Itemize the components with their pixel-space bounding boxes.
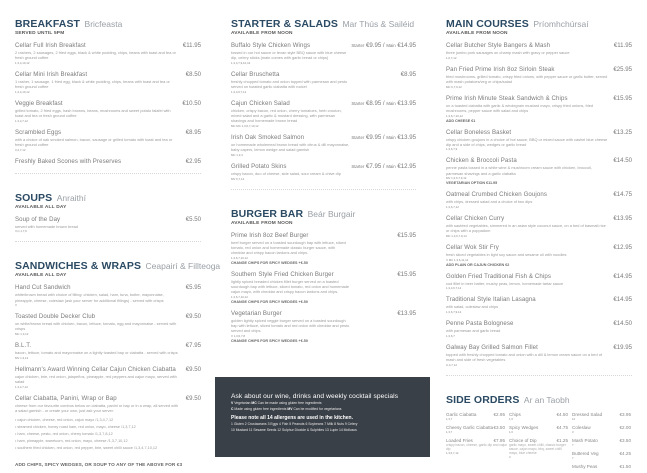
divider	[15, 173, 201, 174]
combo-option: • steamed chicken, honey roast ham, red onion, mayo, cheese /1,3,7,12	[15, 425, 136, 430]
item-description: cod fillet in beer batter, mushy peas, lemon, homemade tartar sauce	[446, 280, 564, 286]
item-price: Starter €7.95 / Main €12.95	[351, 162, 416, 170]
item-name: Cellar Butcher Style Bangers & Mash	[446, 42, 551, 49]
item-price: €9.50	[185, 394, 201, 402]
item-description: 2 rashers, 2 sausages, 2 fried eggs, black & white pudding, chips, beans with toast and tea or fresh ground coffee	[15, 50, 176, 61]
item-price: €11.95	[182, 42, 201, 49]
item-description: with salad, coleslaw and chips	[446, 304, 499, 310]
menu-item	[446, 95, 632, 123]
legend-text: Can be modified for vegetarians	[293, 406, 342, 411]
item-name: Vegetarian Burger	[231, 309, 282, 317]
allergen-note: Please note all 14 allergens are used in the kitchen.	[231, 414, 353, 421]
section-title-en: BREAKFAST	[15, 18, 81, 30]
side-name: Garlic Ciabatta	[446, 411, 477, 417]
item-description: lightly spiced breaded chicken fillet burger served on a toasted sourdough bap with lettuce, sliced tomato, red onion and homemade cajun mayo, with cheddar and crispy bacon lardons and chips.	[231, 278, 350, 295]
item-name: B.L.T.	[15, 342, 32, 350]
item-price: Starter €9.95 / Main €13.95	[351, 133, 416, 141]
item-price: €15.95	[613, 94, 632, 102]
side-price: €2.95	[493, 411, 505, 417]
side-item	[572, 412, 634, 421]
item-price: €7.95	[185, 342, 201, 350]
item-price: €19.95	[613, 343, 632, 351]
allergen-codes: 1,3,6,7,12	[446, 451, 459, 456]
item-price: €8.50	[185, 70, 201, 78]
menu-item	[15, 313, 201, 336]
side-item	[572, 438, 634, 447]
item-name: Pan Fried Prime Irish 8oz Sirloin Steak	[446, 65, 555, 73]
allergen-codes: 1,6,7,12	[446, 55, 457, 60]
item-name: Galway Bay Grilled Salmon Fillet	[446, 343, 538, 351]
item-price: €14.50	[613, 320, 632, 328]
divider	[446, 375, 632, 376]
section-title-en: BURGER BAR	[231, 207, 304, 220]
combo-list	[15, 417, 201, 452]
menu-item	[231, 271, 416, 304]
menu-item	[446, 215, 632, 238]
menu-item	[446, 273, 632, 291]
menu-item	[446, 320, 632, 338]
side-orders-column	[509, 412, 571, 473]
side-price: €1.25	[556, 437, 568, 443]
section-title	[446, 393, 632, 406]
combo-option: • ham, pineapple, sweetcorn, red onion, mayo, cheese /1,3,7,10,12	[15, 439, 128, 444]
section-title-ga: Bricfeasta	[84, 19, 123, 29]
main-label: Main	[386, 100, 396, 106]
menu-item	[15, 395, 201, 413]
allergen-codes: 1,3,6,7	[446, 333, 455, 338]
item-name: Prime Irish 8oz Beef Burger	[231, 231, 309, 239]
menu-item	[446, 344, 632, 367]
item-price: €25.95	[613, 65, 632, 73]
section-title-en: SOUPS	[15, 191, 53, 204]
side-description: crispy bacon, cheese, garlic dip and cajun dip	[446, 442, 508, 451]
main-price: €12.95	[397, 162, 416, 170]
item-name: Soup of the Day	[15, 215, 61, 223]
allergen-codes: MC 1,3,6,7,9,14	[446, 233, 467, 238]
side-price: €3.50	[619, 437, 631, 443]
item-description: with parmesan and garlic bread	[446, 328, 501, 334]
menu-item	[15, 71, 201, 94]
menu-item	[231, 310, 416, 343]
side-name: Chips	[509, 411, 521, 417]
side-item	[509, 412, 571, 421]
mains-section	[446, 17, 632, 367]
item-extra-option: CHANGE CHIPS FOR SPICY WEDGES +€.50	[231, 338, 308, 343]
item-name: Hand Cut Sandwich	[15, 284, 71, 292]
side-name: Cheesy Garlic Ciabatta	[446, 424, 494, 430]
side-item	[509, 425, 571, 434]
side-price: €3.95	[619, 411, 631, 417]
item-name: Penne Pasta Bolognese	[446, 320, 514, 328]
allergen-codes: MC MC 1,3,6,7,10,12	[231, 123, 259, 128]
divider	[15, 241, 201, 242]
legend-text: Can be made using gluten free ingredients	[257, 401, 322, 405]
section-subtitle: AVAILABLE FROM NOON	[231, 31, 293, 36]
allergen-codes: 1,6	[509, 429, 513, 434]
item-description: with sautéed vegetables, simmered in an asian style coconut sauce, on a bed of basmati rice or chips with a poppadom	[446, 223, 606, 234]
side-description: garlic mayo, sweet chilli, classic burger sauce, cajun mayo, bbq, sweet chilli mayo, blue cheese	[509, 442, 566, 456]
item-name: Hellmann's Award Winning Cellar Cajun Chicken Ciabatta	[15, 365, 176, 373]
allergen-codes: 1,3,6,7,10,12	[231, 255, 248, 260]
main-label: Main	[386, 163, 396, 169]
menu-item	[446, 42, 632, 60]
menu-item-list	[231, 232, 416, 343]
combo-option: • ham, cheese, pesto, red onion, cherry tomato /1,3,7,8,12	[15, 432, 113, 437]
burgers-section	[231, 207, 416, 343]
allergen-codes: 1,3,6,7,12	[446, 205, 459, 210]
menu-item	[446, 296, 632, 314]
side-price: €7.95	[493, 437, 505, 443]
side-price: €2.00	[619, 424, 631, 430]
item-price: €11.95	[613, 42, 632, 49]
section-title-ga: Príomhchúrsaí	[533, 19, 589, 29]
side-name: Coleslaw	[572, 424, 591, 430]
menu-item	[15, 366, 201, 389]
item-description: served with homemade brown bread	[15, 223, 78, 229]
menu-item	[15, 342, 201, 360]
menu-item	[446, 157, 632, 185]
menu-item	[446, 191, 632, 209]
starters-section	[231, 17, 416, 181]
item-name: Scrambled Eggs	[15, 128, 62, 136]
starter-price: €9.95	[365, 42, 382, 49]
legend-code: MV	[287, 406, 293, 411]
legend-code: MC	[251, 401, 257, 405]
allergen-codes: 1,3,4,10,12	[15, 89, 30, 94]
allergen-codes: C,4,7,12	[446, 362, 457, 367]
menu-item-list	[15, 42, 201, 165]
section-title	[231, 17, 416, 30]
item-price: €10.50	[182, 99, 201, 107]
allergen-codes: V,C,1,7,9	[15, 229, 27, 234]
item-extra-option: ADD CHEESE €1	[446, 118, 476, 123]
item-name: Traditional Style Italian Lasagna	[446, 296, 536, 304]
side-price: €3.50	[493, 424, 505, 430]
section-title-ga: Ar an Taobh	[523, 394, 570, 405]
allergen-codes: 1,3,6,7,9,12	[446, 310, 462, 315]
side-price: €1.50	[619, 463, 631, 469]
allergen-list-line: 10 Mustard 11 Sesame Seeds 12 Sulphur Dioxide & Sulphites 13 Lupin 14 Molluscs	[231, 427, 357, 432]
starter-label: Starter	[351, 134, 365, 140]
item-description: fried mushrooms, grilled tomato, crispy fried onions, with pepper sauce or garlic butter, served with mash potatoes/veg or chips/salad	[446, 73, 608, 84]
section-title-en: SANDWICHES & WRAPS	[15, 260, 142, 273]
item-price: €15.95	[397, 270, 416, 278]
allergen-codes: MC 1,3,4	[231, 152, 243, 157]
allergen-codes: 1,3,7	[446, 429, 453, 434]
side-item	[572, 425, 634, 434]
allergen-codes: 3	[572, 429, 574, 434]
item-name: Prime Irish Minute Steak Sandwich & Chips	[446, 94, 568, 102]
menu-item	[15, 158, 201, 165]
item-description: grilled tomato, 2 fried eggs, hash browns, beans, mushrooms and sweet potato falafel with toast and tea or fresh ground coffee	[15, 107, 171, 119]
allergen-codes: MV 1,3,6,7,9,12	[446, 176, 467, 181]
allergen-codes: 1,3,6,7,10,12	[446, 113, 463, 118]
section-title-en: STARTER & SALADS	[231, 18, 338, 30]
menu-item	[15, 42, 201, 65]
section-subtitle: AVAILABLE ALL DAY	[15, 204, 67, 210]
legend-text: Vegetarian	[234, 401, 251, 405]
item-description: crispy chicken goujons in a choice of hot sauce, BBQ or mixed sauce with cashel blue cheese dip and a side of chips, wedges or garlic bread	[446, 136, 608, 147]
divider	[231, 189, 416, 190]
section-subtitle: AVAILABLE FROM NOON	[231, 220, 293, 226]
item-extra-option: ADD PLAIN OR CAJUN CHICKEN €2	[446, 262, 510, 267]
specials-headline: Ask about our wine, drinks and weekly cocktail specials	[231, 393, 399, 400]
item-price: €5.95	[185, 284, 201, 292]
item-description: freshly chopped tomato and onion topped with parmesan and pesto served on toasted garlic ciabatta with rocket	[231, 78, 348, 90]
item-price: €9.50	[185, 313, 201, 321]
allergen-codes: 7	[572, 442, 574, 447]
dietary-legend-line	[231, 407, 430, 412]
breakfast-section	[15, 17, 201, 165]
allergen-codes: 1,3,4,7,9,10,12	[231, 60, 251, 65]
section-title-en: SIDE ORDERS	[446, 393, 520, 406]
main-label: Main	[386, 134, 396, 140]
item-extra-option: CHANGE CHIPS FOR SPICY WEDGES +€.50	[231, 299, 308, 304]
side-name: Mushy Peas	[572, 463, 598, 469]
item-description: chicken, crispy bacon, red onion, cherry tomatoes, herb crouton, mixed salad and a garlic & mustard dressing, with parmesan shavings and homemade brown bread	[231, 107, 342, 124]
side-price: €4.25	[619, 450, 631, 456]
item-description: penne pasta tossed in a white wine & mushroom cream sauce with chicken, broccoli, parmesan shavings and a garlic ciabatta	[446, 165, 592, 176]
allergen-codes: V	[15, 303, 17, 308]
item-name: Cajun Chicken Salad	[231, 99, 290, 107]
allergen-codes: MV 6,7,12	[231, 176, 245, 181]
side-item	[509, 438, 571, 460]
item-price: €5.50	[185, 215, 201, 223]
section-title-ga: Beár Burgair	[307, 208, 356, 219]
item-price: €12.95	[613, 243, 632, 251]
menu-item	[15, 284, 201, 307]
item-price: €9.50	[185, 365, 201, 373]
item-price: €14.95	[613, 272, 632, 280]
starter-price: €7.95	[365, 162, 382, 170]
legend-code: C	[231, 406, 234, 411]
item-price: Starter €9.95 / Main €14.95	[351, 42, 416, 49]
allergen-codes: 1,3,4,6,7,12	[446, 286, 462, 291]
item-name: Cellar Chicken Curry	[446, 215, 505, 223]
item-price: €2.95	[185, 157, 201, 165]
menu-item	[231, 100, 416, 128]
starter-label: Starter	[351, 43, 365, 48]
item-name: Golden Fried Traditional Fish & Chips	[446, 272, 551, 280]
combo-option: • southern fried chicken, red onion, red pepper, brie, sweet chilli sauce /1,3,4,7,10,12	[15, 446, 158, 451]
section-subtitle: SERVED UNTIL 5PM	[15, 31, 65, 36]
item-price: €14.75	[613, 191, 632, 199]
item-description: with chips, dressed salad and a choice of two dips	[446, 199, 533, 205]
allergen-codes: 7	[572, 455, 574, 460]
allergen-codes: MC 6,7,9,12	[446, 84, 462, 89]
allergen-codes: 12	[572, 416, 576, 421]
specials-allergen-panel	[215, 377, 430, 457]
item-price: €13.95	[613, 215, 632, 223]
allergen-codes: 1,3,6,7,10,12	[231, 294, 248, 299]
item-price: €8.95	[185, 128, 201, 136]
item-price: €15.95	[397, 231, 416, 239]
allergen-codes: 1,3,4,10,12	[15, 60, 30, 65]
menu-item-list	[446, 42, 632, 367]
allergen-codes: MC 1,3,12	[15, 332, 29, 337]
item-name: Chicken & Broccoli Pasta	[446, 157, 517, 165]
item-name: Cellar Ciabatta, Panini, Wrap or Bap	[15, 394, 117, 402]
allergen-codes: 3	[509, 455, 511, 460]
side-name: Spicy Wedges	[509, 424, 539, 430]
side-name: Dressed Salad	[572, 411, 603, 417]
allergen-codes: 1,3,7	[446, 416, 453, 421]
starter-price: €8.95	[365, 99, 382, 107]
item-name: Toasted Double Decker Club	[15, 313, 96, 321]
section-title-ga: Ceapairí & Fillteoga	[145, 261, 221, 272]
item-description: on white/brown bread with chicken, bacon, lettuce, tomato, egg and mayonnaise - served with crisps	[15, 321, 177, 332]
menu-column-middle	[231, 0, 416, 343]
item-description: on homemade wholemeal brown bread with citrus & dill mayonnaise, baby capers, lemon wedge and salad garnish	[231, 141, 350, 153]
item-price: Starter €8.95 / Main €13.95	[351, 99, 416, 107]
soups-section	[15, 191, 201, 234]
menu-item	[15, 129, 201, 152]
side-item	[572, 451, 634, 460]
side-orders-column	[446, 412, 508, 473]
item-price: €8.95	[400, 70, 416, 78]
item-description: bacon, lettuce, tomato and mayonnaise on a lightly toasted bap or ciabatta - served with crisps	[15, 350, 178, 356]
item-description: tossed in our hot sauce or texan style BBQ sauce with blue cheese dip, celery sticks (main comes with garlic bread or chips)	[231, 50, 347, 61]
item-description: 1 rasher, 1 sausage, 1 fried egg, black & white pudding, chips, beans with toast and tea or fresh ground coffee	[15, 78, 170, 90]
item-extra-option: VEGETARIAN OPTION €11.95	[446, 181, 498, 186]
section-subtitle: AVAILABLE ALL DAY	[15, 273, 67, 279]
allergen-codes: 1,3,4,6,7,12	[231, 89, 247, 94]
menu-item	[446, 129, 632, 152]
side-name: Loaded Fries	[446, 437, 473, 443]
item-description: cheese from our favourite combos below on ciabatta, panini or bap or in a wrap, all served with a salad garnish - or create your own, just ask your server.	[15, 402, 179, 413]
side-name: Mash Potato	[572, 437, 598, 443]
side-item	[446, 438, 508, 455]
item-name: Oatmeal Crumbed Chicken Goujons	[446, 191, 547, 199]
sandwiches-section	[15, 259, 221, 468]
item-price: €13.95	[397, 309, 416, 317]
menu-item-list	[231, 42, 416, 181]
item-name: Cellar Mini Irish Breakfast	[15, 70, 88, 78]
allergen-list-line: 1 Gluten 2 Crustaceans 3 Eggs 4 Fish 5 Peanuts 6 Soybeans 7 Milk 8 Nuts 9 Celery	[231, 421, 358, 426]
dietary-legend-line	[231, 401, 430, 406]
item-description: white/brown bread with choice of filling: chicken, salad, ham, tuna, butter, mayonnaise, pineapple, cheese, coleslaw (ask your server for additional fillings) - served with crisps	[15, 292, 164, 303]
item-description: with a choice of oak smoked salmon, bacon, sausage or grilled tomato with toast and tea or fresh ground coffee	[15, 136, 173, 147]
item-price: €14.95	[613, 296, 632, 304]
section-title	[446, 17, 632, 30]
section-title-ga: Mar Thús & Sailéid	[342, 19, 415, 29]
item-name: Veggie Breakfast	[15, 99, 63, 107]
section-title-ga: Anraithí	[56, 192, 87, 203]
main-label: Main	[386, 43, 396, 48]
item-name: Grilled Potato Skins	[231, 162, 287, 170]
item-description: cajun chicken, brie, red onion, jalapeños, pineapple, red peppers and cajun mayo, served with salad	[15, 373, 177, 385]
side-price: €4.50	[556, 411, 568, 417]
item-description: three jumbo pork sausages on champ mash with gravy or pepper sauce	[446, 50, 570, 55]
allergen-codes: MV 1,3,12	[15, 355, 29, 360]
item-description: crispy bacon, duo of cheese, side salad, sour cream & chive dip	[231, 170, 341, 176]
item-name: Irish Oak Smoked Salmon	[231, 133, 305, 141]
side-item	[446, 425, 508, 434]
section-title	[15, 17, 201, 30]
side-item	[446, 412, 508, 421]
item-description: on a toasted ciabatta with garlic & wholegrain mustard mayo, crispy fried onions, fried mushrooms, pepper sauce with salad and chips	[446, 102, 594, 113]
item-description: golden lightly spiced veggie burger served on a toasted sourdough bap with lettuce, sliced tomato and red onion with cheddar and pesto served and chips.	[231, 317, 350, 334]
menu-column-left	[15, 0, 221, 468]
main-price: €13.95	[397, 133, 416, 141]
allergen-codes: 1,3,4,7,12	[15, 118, 28, 123]
item-description: topped with freshly chopped tomato and onion with a dill & lemon cream sauce on a bed of mash and side of fresh vegetables	[446, 351, 602, 362]
side-orders-grid	[446, 412, 632, 473]
item-name: Freshly Baked Scones with Preserves	[15, 157, 122, 165]
menu-item	[231, 134, 416, 157]
menu-item	[231, 163, 416, 181]
section-title	[15, 191, 201, 204]
item-name: Cellar Full Irish Breakfast	[15, 42, 86, 49]
starter-label: Starter	[351, 163, 365, 169]
menu-item	[231, 42, 416, 65]
legend-code: V	[231, 401, 234, 405]
menu-column-right	[446, 0, 632, 473]
combo-option: • cajun chicken, cheese, red onion, cajun mayo /1,3,4,7,12	[15, 418, 114, 423]
item-description: beef burger served on a toasted sourdough bap with lettuce, sliced tomato, red onion and homemade classic burger sauce, with cheddar and crispy bacon lardons and chips.	[231, 239, 346, 255]
item-price: €13.25	[613, 128, 632, 136]
item-extra-option: CHANGE CHIPS FOR SPICY WEDGES +€.50	[231, 260, 308, 265]
allergen-codes: 1,3,4,7,12	[15, 384, 28, 389]
item-name: Cellar Wok Stir Fry	[446, 243, 499, 251]
allergen-codes: V MC 1,3,6,11,12	[446, 257, 469, 262]
menu-item-list	[15, 216, 201, 234]
side-price: €4.75	[556, 424, 568, 430]
allergen-codes: 1,6	[509, 416, 513, 421]
section-title	[231, 207, 416, 220]
menu-item	[15, 100, 201, 123]
main-price: €14.95	[397, 42, 416, 49]
menu-item	[231, 71, 416, 94]
section-subtitle: AVAILABLE FROM NOON	[446, 31, 508, 36]
section-title-en: MAIN COURSES	[446, 18, 529, 30]
menu-item	[15, 216, 201, 234]
side-name: Buttered Veg	[572, 450, 599, 456]
starter-price: €9.95	[365, 133, 382, 141]
item-price: €14.50	[613, 157, 632, 165]
allergen-codes: 3,4,7,12	[15, 147, 26, 152]
item-name: Buffalo Style Chicken Wings	[231, 42, 311, 49]
menu-item	[446, 244, 632, 267]
item-description: fresh sliced vegetables in light soy sauce and sesame oil with noodles	[446, 251, 567, 257]
main-price: €13.95	[397, 99, 416, 107]
side-orders-column	[572, 412, 634, 473]
side-item	[572, 464, 634, 469]
item-name: Cellar Boneless Basket	[446, 128, 512, 136]
allergen-codes: V 1,3,6,7,8	[231, 333, 245, 338]
menu-item	[231, 232, 416, 265]
item-name: Southern Style Fried Chicken Burger	[231, 270, 334, 278]
menu-item	[446, 66, 632, 89]
allergen-codes: 1,3,6,7,9	[446, 147, 458, 152]
menu-item-list	[15, 284, 201, 413]
item-name: Cellar Bruschetta	[231, 70, 280, 78]
side-name: Choice of Dip	[509, 437, 537, 443]
section-title	[15, 259, 221, 273]
starter-label: Starter	[351, 100, 365, 106]
legend-text: Made using gluten free ingredients	[234, 406, 287, 411]
sides-section	[446, 393, 632, 473]
addon-note: ADD CHIPS, SPICY WEDGES, OR SOUP TO ANY OF THE ABOVE FOR €3	[15, 462, 183, 468]
